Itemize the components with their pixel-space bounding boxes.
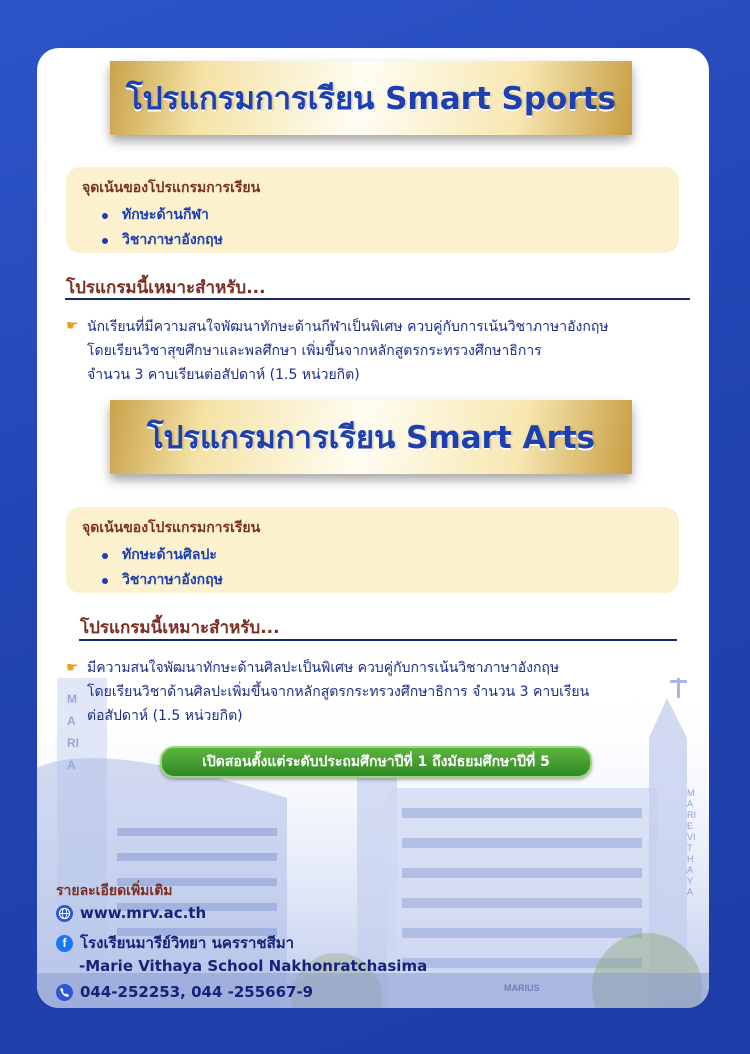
- description-line: นักเรียนที่มีความสนใจพัฒนาทักษะด้านกีฬาเป็นพิเศษ ควบคู่กับการเน้นวิชาภาษาอังกฤษ: [87, 319, 609, 335]
- focus-list: [102, 203, 223, 253]
- smart-arts-banner: [110, 400, 632, 474]
- website-link[interactable]: www.mrv.ac.th: [80, 904, 207, 922]
- focus-item: วิชาภาษาอังกฤษ: [102, 228, 223, 253]
- smart-sports-description: [87, 315, 697, 387]
- phone-number[interactable]: 044-252253, 044 -255667-9: [80, 983, 314, 1001]
- pointing-hand-icon: ☛: [66, 660, 79, 676]
- smart-sports-banner: [110, 61, 632, 135]
- smart-sports-title: โปรแกรมการเรียน Smart Sports: [126, 81, 616, 117]
- description-line: โดยเรียนวิชาสุขศึกษาและพลศึกษา เพิ่มขึ้นจากหลักสูตรกระทรวงศึกษาธิการ: [87, 343, 542, 359]
- focus-item: ทักษะด้านกีฬา: [102, 203, 223, 228]
- smart-arts-focus-box: [66, 507, 679, 593]
- description-line: โดยเรียนวิชาด้านศิลปะเพิ่มขึ้นจากหลักสูตรกระทรวงศึกษาธิการ จำนวน 3 คาบเรียน: [87, 684, 590, 700]
- facebook-page-english-name: -Marie Vithaya School Nakhonratchasima: [79, 957, 428, 975]
- website-row[interactable]: [56, 904, 206, 922]
- entrance-sign: MARIUS: [504, 983, 540, 993]
- focus-item: ทักษะด้านศิลปะ: [102, 543, 223, 568]
- right-tower-sign: MARIEVITHAYA: [687, 788, 696, 897]
- divider: [79, 639, 677, 641]
- description-line: จำนวน 3 คาบเรียนต่อสัปดาห์ (1.5 หน่วยกิต): [87, 367, 360, 383]
- smart-arts-description: [87, 656, 697, 728]
- focus-item: วิชาภาษาอังกฤษ: [102, 568, 223, 593]
- phone-row[interactable]: [56, 983, 313, 1001]
- contact-title: รายละเอียดเพิ่มเติม: [56, 883, 173, 899]
- facebook-page-name[interactable]: โรงเรียนมารีย์วิทยา นครราชสีมา: [80, 934, 295, 952]
- suitable-heading: โปรแกรมนี้เหมาะสำหรับ...: [66, 278, 266, 298]
- focus-list: [102, 543, 223, 593]
- facebook-row-2: [79, 957, 427, 975]
- globe-icon: [56, 905, 73, 922]
- smart-arts-title: โปรแกรมการเรียน Smart Arts: [146, 420, 596, 456]
- left-tower-sign: MARIA: [67, 692, 79, 772]
- smart-sports-focus-box: [66, 167, 679, 253]
- divider: [65, 298, 690, 300]
- facebook-icon: f: [56, 935, 73, 952]
- open-grades-badge: เปิดสอนตั้งแต่ระดับประถมศึกษาปีที่ 1 ถึงมัธยมศึกษาปีที่ 5: [160, 746, 592, 778]
- focus-title: จุดเน้นของโปรแกรมการเรียน: [82, 180, 261, 196]
- description-line: มีความสนใจพัฒนาทักษะด้านศิลปะเป็นพิเศษ ควบคู่กับการเน้นวิชาภาษาอังกฤษ: [87, 660, 560, 676]
- focus-title: จุดเน้นของโปรแกรมการเรียน: [82, 520, 261, 536]
- description-line: ต่อสัปดาห์ (1.5 หน่วยกิต): [87, 708, 243, 724]
- suitable-heading: โปรแกรมนี้เหมาะสำหรับ...: [80, 618, 280, 638]
- content-card: [37, 48, 709, 1008]
- phone-icon: [56, 984, 73, 1001]
- pointing-hand-icon: ☛: [66, 318, 79, 334]
- facebook-row[interactable]: [56, 931, 294, 955]
